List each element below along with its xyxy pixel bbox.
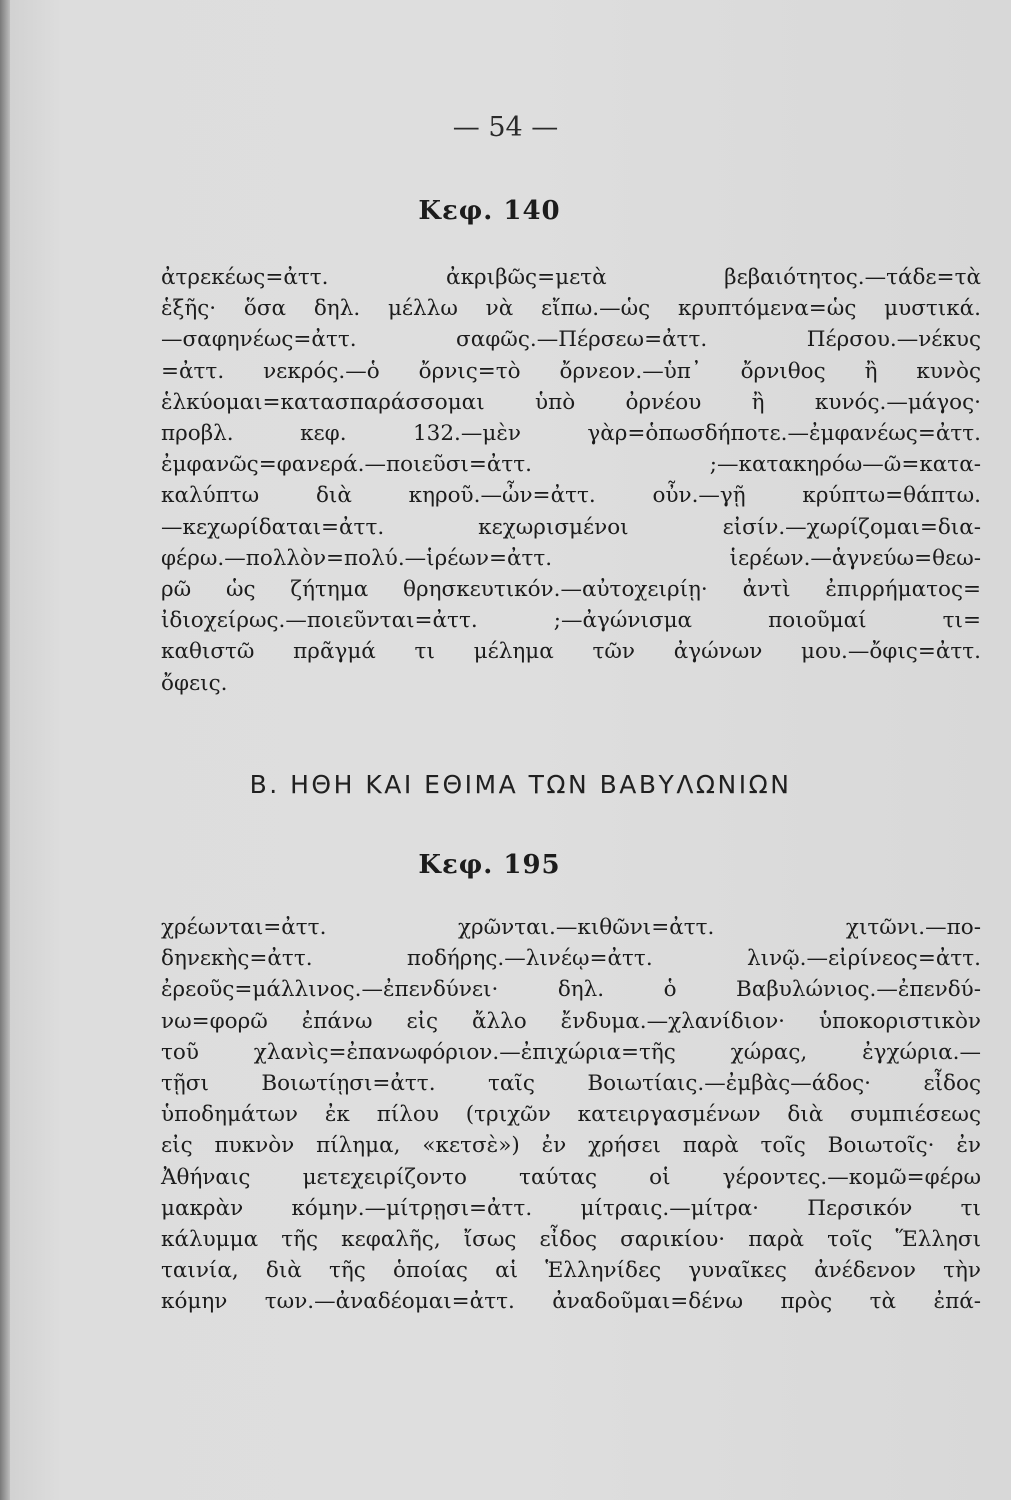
text-line: μακρὰν κόμην.—μίτρῃσι=ἀττ. μίτραις.—μίτρα· Περσικόν τι bbox=[161, 1195, 981, 1221]
text-line: ἀτρεκέως=ἀττ. ἀκριβῶς=μετὰ βεβαιότητος.—τάδε=τὰ bbox=[161, 265, 981, 290]
chapter-heading-195: Κεφ. 195 bbox=[418, 850, 561, 880]
chapter-heading-140: Κεφ. 140 bbox=[418, 196, 561, 226]
text-line: προβλ. κεφ. 132.—μὲν γὰρ=ὁπωσδήποτε.—ἐμφανέως=ἀττ. bbox=[161, 421, 981, 447]
text-line: καθιστῶ πρᾶγμά τι μέλημα τῶν ἀγώνων μου.—ὄφις=ἀττ. bbox=[161, 639, 981, 665]
text-line: ἐμφανῶς=φανερά.—ποιεῦσι=ἀττ. ;—κατακηρόω—ῶ=κατα- bbox=[161, 452, 981, 478]
glossary-block-140 bbox=[161, 262, 981, 699]
text-line: κόμην των.—ἀναδέομαι=ἀττ. ἀναδοῦμαι=δένω πρὸς τὰ ἐπά- bbox=[161, 1289, 981, 1315]
text-line: κάλυμμα τῆς κεφαλῆς, ἴσως εἶδος σαρικίου· παρὰ τοῖς Ἕλλησι bbox=[161, 1227, 981, 1253]
text-line: ἑξῆς· ὅσα δηλ. μέλλω νὰ εἴπω.—ὡς κρυπτόμενα=ὡς μυστικά. bbox=[161, 296, 981, 322]
text-line: =ἀττ. νεκρός.—ὁ ὄρνις=τὸ ὄρνεον.—ὑπ᾽ ὄρνιθος ἢ κυνὸς bbox=[161, 358, 981, 384]
text-line: ταινία, διὰ τῆς ὁποίας αἱ Ἑλληνίδες γυναῖκες ἀνέδενον τὴν bbox=[161, 1258, 981, 1284]
text-line: Ἀθήναις μετεχειρίζοντο ταύτας οἱ γέροντες.—κομῶ=φέρω bbox=[161, 1164, 981, 1190]
text-line: χρέωνται=ἀττ. χρῶνται.—κιθῶνι=ἀττ. χιτῶνι.—πο- bbox=[161, 915, 981, 940]
section-title: Β. ΗΘΗ ΚΑΙ ΕΘΙΜΑ ΤΩΝ ΒΑΒΥΛΩΝΙΩΝ bbox=[249, 770, 792, 799]
glossary-block-195 bbox=[161, 912, 981, 1318]
text-line: ἑλκύομαι=κατασπαράσσομαι ὑπὸ ὀρνέου ἢ κυνός.—μάγος· bbox=[161, 389, 981, 415]
text-line: ὑποδημάτων ἐκ πίλου (τριχῶν κατειργασμένων διὰ συμπιέσεως bbox=[161, 1102, 981, 1128]
text-line: εἰς πυκνὸν πίλημα, «κετσὲ») ἐν χρήσει παρὰ τοῖς Βοιωτοῖς· ἐν bbox=[161, 1133, 981, 1159]
text-line: ἰδιοχείρως.—ποιεῦνται=ἀττ. ;—ἀγώνισμα ποιοῦμαί τι= bbox=[161, 608, 981, 634]
page-number: — 54 — bbox=[452, 112, 559, 143]
text-line: νω=φορῶ ἐπάνω εἰς ἄλλο ἔνδυμα.—χλανίδιον· ὑποκοριστικὸν bbox=[161, 1008, 981, 1034]
text-line: ἐρεοῦς=μάλλινος.—ἐπενδύνει· δηλ. ὁ Βαβυλώνιος.—ἐπενδύ- bbox=[161, 977, 981, 1003]
text-line: τῇσι Βοιωτίῃσι=ἀττ. ταῖς Βοιωτίαις.—ἐμβὰς—άδος· εἶδος bbox=[161, 1071, 981, 1097]
text-line: δηνεκὴς=ἀττ. ποδήρης.—λινέῳ=ἀττ. λινῷ.—εἰρίνεος=ἀττ. bbox=[161, 946, 981, 972]
text-line: καλύπτω διὰ κηροῦ.—ὦν=ἀττ. οὖν.—γῇ κρύπτω=θάπτω. bbox=[161, 483, 981, 509]
text-line: —κεχωρίδαται=ἀττ. κεχωρισμένοι εἰσίν.—χωρίζομαι=δια- bbox=[161, 514, 981, 540]
text-line: ρῶ ὡς ζήτημα θρησκευτικόν.—αὐτοχειρίῃ· ἀντὶ ἐπιρρήματος= bbox=[161, 577, 981, 603]
text-line: —σαφηνέως=ἀττ. σαφῶς.—Πέρσεω=ἀττ. Πέρσου.—νέκυς bbox=[161, 327, 981, 353]
text-line: ὄφεις. bbox=[161, 670, 228, 696]
text-line: τοῦ χλανὶς=ἐπανωφόριον.—ἐπιχώρια=τῆς χώρας, ἐγχώρια.— bbox=[161, 1039, 981, 1065]
text-line: φέρω.—πολλὸν=πολύ.—ἱρέων=ἀττ. ἱερέων.—ἁγνεύω=θεω- bbox=[161, 545, 981, 571]
